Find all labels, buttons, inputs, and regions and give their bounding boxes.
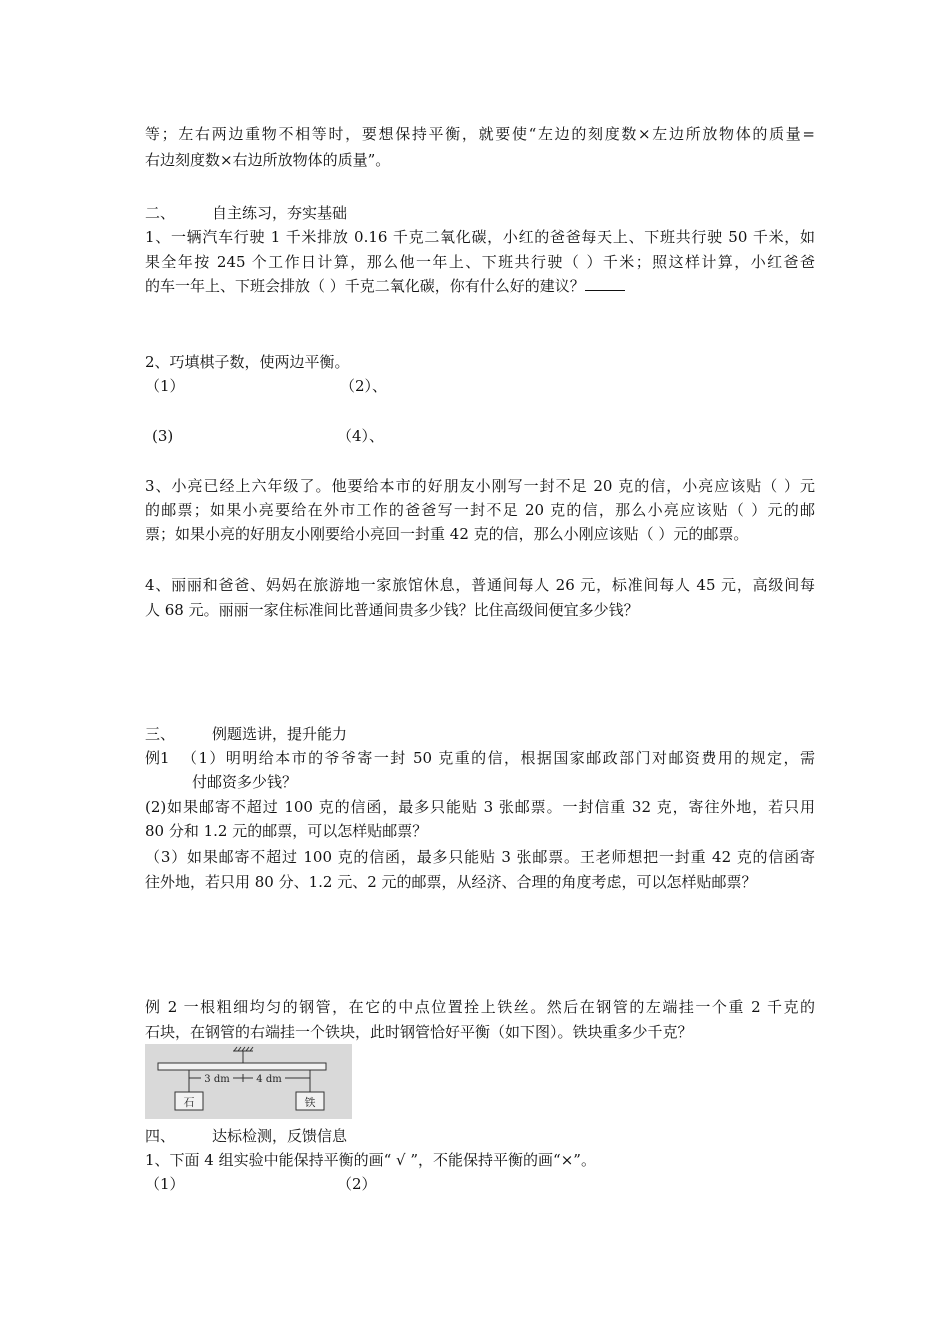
section-4-item-2: （2） <box>337 1175 377 1193</box>
example-2-line-2: 石块，在钢管的右端挂一个铁块，此时钢管恰好平衡（如下图）。铁块重多少千克？ <box>145 1023 693 1041</box>
answer-blank[interactable] <box>585 276 625 291</box>
q1-line-1: 1、一辆汽车行驶 1 千米排放 0.16 千克二氧化碳，小红的爸爸每天上、下班共行驶 50 千米，如 <box>145 228 815 246</box>
example-1-line-1: （1）明明给本市的爷爷寄一封 50 克重的信，根据国家邮政部门对邮资费用的规定，需 <box>182 749 815 767</box>
example-1-line-5: （3）如果邮寄不超过 100 克的信函，最多只能贴 3 张邮票。王老师想把一封重 42 克的信函寄 <box>145 848 815 866</box>
left-distance-label: 3 dm <box>204 1074 230 1085</box>
ceiling-hatch <box>233 1047 253 1051</box>
example-1-line-2: 付邮资多少钱？ <box>192 773 298 791</box>
section-2-title: 自主练习，夯实基础 <box>212 204 348 222</box>
intro-line-2: 右边刻度数×右边所放物体的质量”。 <box>145 151 391 169</box>
q3-line-1: 3、小亮已经上六年级了。他要给本市的好朋友小刚写一封不足 20 克的信，小亮应该贴（ ）元 <box>145 477 815 495</box>
q2-item-3: (3) <box>152 427 174 445</box>
example-1-line-6: 往外地，若只用 80 分、1.2 元、2 元的邮票，从经济、合理的角度考虑，可以怎样贴邮票？ <box>145 873 757 891</box>
q4-line-2: 人 68 元。丽丽一家住标准间比普通间贵多少钱？比住高级间便宜多少钱？ <box>145 601 639 619</box>
q2-title: 2、巧填棋子数，使两边平衡。 <box>145 353 350 371</box>
q3-line-3: 票；如果小亮的好朋友小刚要给小亮回一封重 42 克的信，那么小刚应该贴（ ）元的邮票。 <box>145 525 749 543</box>
q4-line-1: 4、丽丽和爸爸、妈妈在旅游地一家旅馆休息，普通间每人 26 元，标准间每人 45 元，高级间每 <box>145 576 815 594</box>
example-1-line-4: 80 分和 1.2 元的邮票，可以怎样贴邮票？ <box>145 822 428 840</box>
section-4-item-1: （1） <box>145 1175 185 1193</box>
q2-item-2: （2）、 <box>340 377 388 395</box>
q1-line-3: 的车一年上、下班会排放（ ）千克二氧化碳，你有什么好的建议？ <box>145 277 585 295</box>
section-4-number: 四、 <box>145 1127 176 1145</box>
section-3-number: 三、 <box>145 725 176 743</box>
intro-line-1: 等；左右两边重物不相等时，要想保持平衡，就要使“左边的刻度数×左边所放物体的质量= <box>145 125 815 143</box>
section-2-number: 二、 <box>145 204 176 222</box>
q3-line-2: 的邮票；如果小亮要给在外市工作的爸爸写一封不足 20 克的信，那么小亮应该贴（ ）元的邮 <box>145 501 815 519</box>
q2-item-4: （4）、 <box>337 427 385 445</box>
example-2-line-1: 例 2 一根粗细均匀的钢管，在它的中点位置拴上铁丝。然后在钢管的左端挂一个重 2 千克的 <box>145 998 815 1016</box>
section-3-title: 例题选讲，提升能力 <box>212 725 348 743</box>
example-1-line-3: (2)如果邮寄不超过 100 克的信函，最多只能贴 3 张邮票。一封信重 32 克，寄往外地，若只用 <box>145 798 815 816</box>
lever-diagram <box>145 1044 352 1119</box>
q2-item-1: （1） <box>145 377 185 395</box>
q1-line-3-wrap <box>145 274 815 298</box>
right-distance-label: 4 dm <box>256 1074 282 1085</box>
example-1-label: 例1 <box>145 749 170 767</box>
stone-label: 石 <box>183 1096 195 1109</box>
q1-line-2: 果全年按 245 个工作日计算，那么他一年上、下班共行驶（ ）千米；照这样计算，小红爸爸 <box>145 253 815 271</box>
section-4-title: 达标检测，反馈信息 <box>212 1127 348 1145</box>
section-4-q1-title: 1、下面 4 组实验中能保持平衡的画“ √ ”，不能保持平衡的画“×”。 <box>145 1151 596 1169</box>
steel-pipe <box>158 1063 326 1070</box>
iron-label: 铁 <box>304 1096 316 1109</box>
